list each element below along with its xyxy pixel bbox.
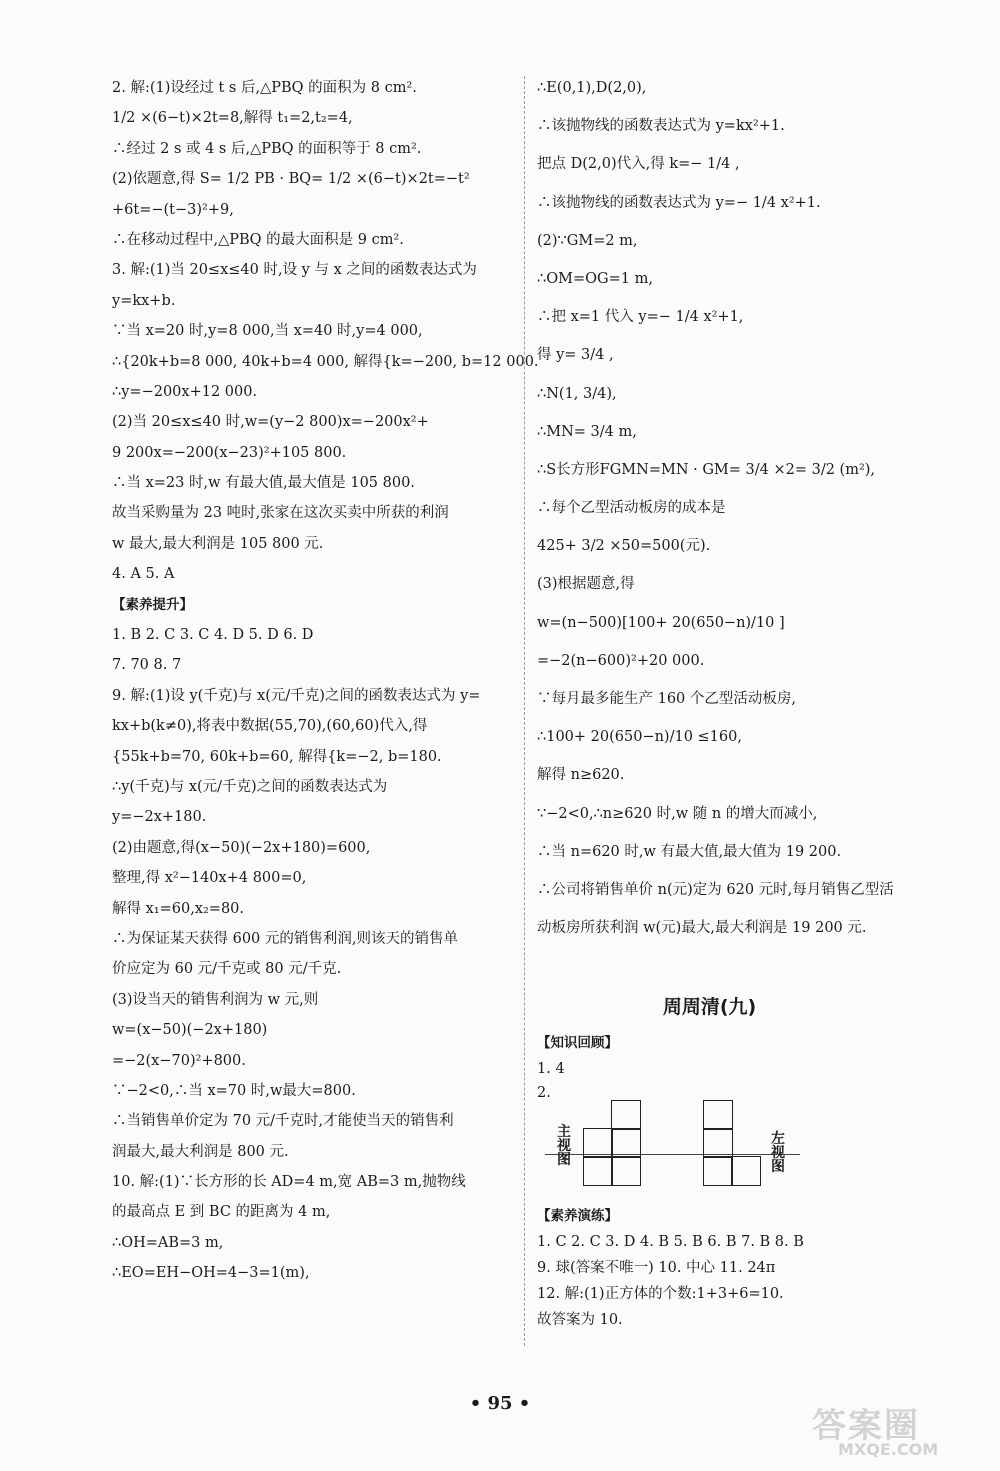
answer-line: 9. 球(答案不唯一) 10. 中心 11. 24π: [537, 1260, 776, 1276]
solution-line: 2. 解:(1)设经过 t s 后,△PBQ 的面积为 8 cm².: [112, 80, 417, 96]
solution-line: ∴当销售单价定为 70 元/千克时,才能使当天的销售利: [112, 1113, 454, 1130]
three-view-figure: [545, 1092, 805, 1187]
solution-line: ∴OM=OG=1 m,: [537, 270, 653, 287]
left-view-square: [731, 1156, 761, 1186]
answer-line: 故答案为 10.: [537, 1312, 623, 1328]
solution-line: w=(x−50)(−2x+180): [112, 1022, 268, 1039]
answer-line: 1. C 2. C 3. D 4. B 5. B 6. B 7. B 8. B: [537, 1234, 804, 1250]
solution-line: ∵−2<0,∴n≥620 时,w 随 n 的增大而减小,: [537, 805, 818, 822]
solution-line: 3. 解:(1)当 20≤x≤40 时,设 y 与 x 之间的函数表达式为: [112, 262, 477, 279]
front-view-square: [583, 1128, 613, 1158]
practice-section: [537, 1206, 882, 1336]
solution-line: ∴为保证某天获得 600 元的销售利润,则该天的销售单: [112, 930, 459, 947]
solution-line: (2)由题意,得(x−50)(−2x+180)=600,: [112, 839, 371, 856]
solution-line: ∴y(千克)与 x(元/千克)之间的函数表达式为: [112, 778, 388, 795]
watermark-logo: 答案圈: [812, 1406, 920, 1446]
front-view-square: [611, 1100, 641, 1130]
answer-2-label: 2.: [537, 1085, 551, 1102]
solution-line: =−2(n−600)²+20 000.: [537, 652, 705, 669]
solution-line: ∵当 x=20 时,y=8 000,当 x=40 时,y=4 000,: [112, 323, 423, 340]
solution-line: ∴{20k+b=8 000, 40k+b=4 000, 解得{k=−200, b=12 000.: [112, 353, 539, 370]
solution-line: 1/2 ×(6−t)×2t=8,解得 t₁=2,t₂=4,: [112, 110, 353, 127]
left-view-square: [703, 1156, 733, 1186]
watermark-url: MXQE.COM: [838, 1440, 939, 1459]
front-view-square: [611, 1128, 641, 1158]
solution-line: kx+b(k≠0),将表中数据(55,70),(60,60)代入,得: [112, 718, 428, 735]
left-view-square: [703, 1128, 733, 1158]
solution-line: ∴经过 2 s 或 4 s 后,△PBQ 的面积等于 8 cm².: [112, 140, 422, 157]
left-column: [112, 78, 539, 1294]
solution-line: ∴该抛物线的函数表达式为 y=kx²+1.: [537, 118, 785, 135]
solution-line: ∴该抛物线的函数表达式为 y=− 1/4 x²+1.: [537, 194, 821, 211]
solution-line: 得 y= 3/4 ,: [537, 347, 614, 364]
page-number: • 95 •: [469, 1393, 531, 1414]
solution-line: y=−2x+180.: [112, 809, 207, 826]
right-column: [537, 78, 894, 1103]
solution-line: 4. A 5. A: [112, 566, 175, 583]
solution-line: 1. B 2. C 3. C 4. D 5. D 6. D: [112, 627, 314, 644]
front-view-square: [611, 1156, 641, 1186]
section-title: 周周清(九): [662, 996, 757, 1019]
solution-line: ∴y=−200x+12 000.: [112, 383, 258, 400]
solution-line: ∴EO=EH−OH=4−3=1(m),: [112, 1265, 310, 1282]
practice-answers: [537, 1232, 882, 1336]
solution-line: 解得 n≥620.: [537, 767, 625, 784]
solution-line: ∴100+ 20(650−n)/10 ≤160,: [537, 729, 742, 746]
solution-line: 价应定为 60 元/千克或 80 元/千克.: [112, 961, 342, 978]
left-view-square: [703, 1100, 733, 1130]
solution-line: ∵每月最多能生产 160 个乙型活动板房,: [537, 691, 797, 707]
solution-line: (3)根据题意,得: [537, 576, 635, 593]
front-view-square: [583, 1156, 613, 1186]
solution-line: 【素养提升】: [112, 596, 193, 613]
solution-line: ∴当 n=620 时,w 有最大值,最大值为 19 200.: [537, 843, 842, 860]
solution-line: ∴S长方形FGMN=MN · GM= 3/4 ×2= 3/2 (m²),: [537, 461, 876, 478]
solution-line: 9 200x=−200(x−23)²+105 800.: [112, 444, 347, 461]
solution-line: 整理,得 x²−140x+4 800=0,: [112, 870, 307, 887]
solution-line: 解得 x₁=60,x₂=80.: [112, 900, 245, 917]
solution-line: 动板房所获利润 w(元)最大,最大利润是 19 200 元.: [537, 920, 867, 937]
solution-line: {55k+b=70, 60k+b=60, 解得{k=−2, b=180.: [112, 748, 442, 765]
answer-line: 12. 解:(1)正方体的个数:1+3+6=10.: [537, 1286, 784, 1302]
solution-line: w 最大,最大利润是 105 800 元.: [112, 535, 324, 552]
front-view-label: 主视图: [557, 1124, 571, 1168]
right-column-solutions: [537, 78, 894, 956]
solution-line: w=(n−500)[100+ 20(650−n)/10 ]: [537, 614, 785, 631]
solution-line: ∴OH=AB=3 m,: [112, 1234, 224, 1251]
solution-line: ∴把 x=1 代入 y=− 1/4 x²+1,: [537, 309, 744, 326]
solution-line: 7. 70 8. 7: [112, 657, 182, 674]
solution-line: ∴每个乙型活动板房的成本是: [537, 500, 726, 517]
solution-line: ∴N(1, 3/4),: [537, 385, 617, 402]
solution-line: 把点 D(2,0)代入,得 k=− 1/4 ,: [537, 156, 740, 173]
column-divider: [524, 76, 525, 1346]
solution-line: ∴公司将销售单价 n(元)定为 620 元时,每月销售乙型活: [537, 881, 894, 898]
practice-heading: 【素养演练】: [537, 1208, 618, 1224]
solution-line: (2)∵GM=2 m,: [537, 232, 638, 249]
solution-line: 故当采购量为 23 吨时,张家在这次买卖中所获的利润: [112, 505, 449, 522]
answer-1: 1. 4: [537, 1061, 565, 1078]
solution-line: (2)依题意,得 S= 1/2 PB · BQ= 1/2 ×(6−t)×2t=−t²: [112, 171, 470, 188]
solution-line: ∵−2<0,∴当 x=70 时,w最大=800.: [112, 1082, 356, 1099]
solution-line: 的最高点 E 到 BC 的距离为 4 m,: [112, 1204, 331, 1221]
solution-line: 10. 解:(1)∵长方形的长 AD=4 m,宽 AB=3 m,抛物线: [112, 1174, 466, 1191]
solution-line: ∴当 x=23 时,w 有最大值,最大值是 105 800.: [112, 475, 415, 492]
solution-line: ∴MN= 3/4 m,: [537, 423, 637, 440]
solution-line: 润最大,最大利润是 800 元.: [112, 1143, 289, 1160]
solution-line: =−2(x−70)²+800.: [112, 1052, 246, 1069]
solution-line: (3)设当天的销售利润为 w 元,则: [112, 991, 319, 1008]
solution-line: 425+ 3/2 ×50=500(元).: [537, 538, 711, 555]
knowledge-review-heading: 【知识回顾】: [537, 1035, 618, 1052]
solution-line: +6t=−(t−3)²+9,: [112, 201, 234, 218]
solution-line: ∴在移动过程中,△PBQ 的最大面积是 9 cm².: [112, 231, 404, 248]
solution-line: y=kx+b.: [112, 292, 176, 309]
left-view-label: 左视图: [771, 1131, 785, 1175]
solution-line: (2)当 20≤x≤40 时,w=(y−2 800)x=−200x²+: [112, 414, 429, 431]
solution-line: ∴E(0,1),D(2,0),: [537, 80, 647, 96]
solution-line: 9. 解:(1)设 y(千克)与 x(元/千克)之间的函数表达式为 y=: [112, 687, 481, 704]
